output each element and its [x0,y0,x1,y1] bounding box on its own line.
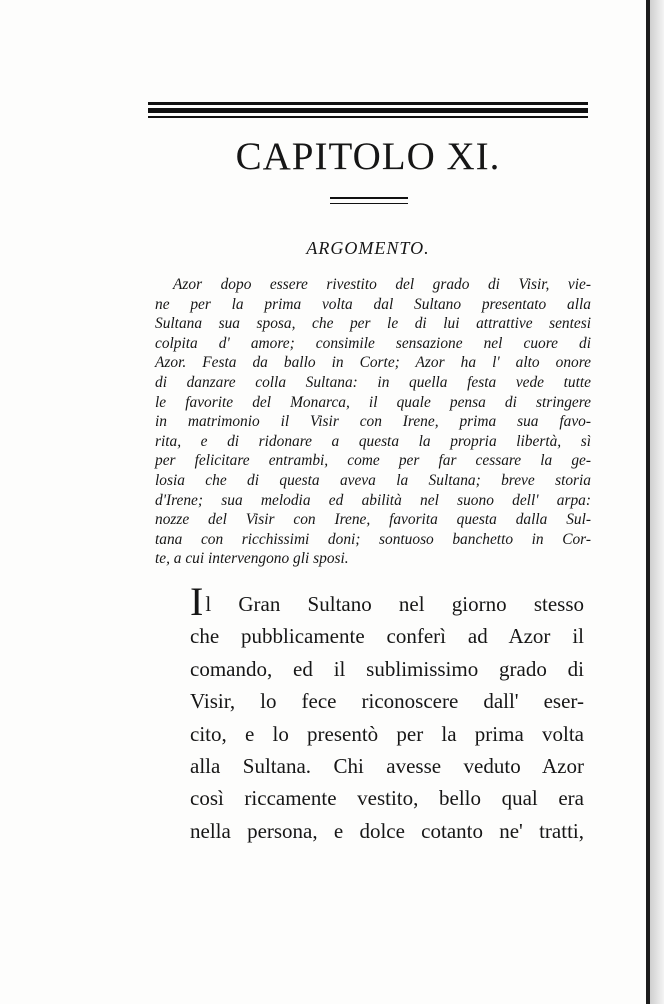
argomento-line: Sultana sua sposa, che per le di lui attrattive sentesi [155,315,591,333]
argomento-summary [155,275,591,569]
argomento-line: rita, e di ridonare a questa la propria libertà, sì [155,432,591,450]
argomento-line: di danzare colla Sultana: in quella festa vede tutte [155,373,591,391]
argomento-line: Azor dopo essere rivestito del grado di Visir, vie- [173,276,591,293]
header-rule-bottom [148,116,588,118]
argomento-line: le favorite del Monarca, il quale pensa di stringere [155,393,591,411]
drop-cap: I [190,579,204,624]
argomento-line: per felicitare entrambi, come per far cessare la ge- [155,452,591,470]
argomento-line: te, a cui intervengono gli sposi. [155,550,349,568]
chapter-title: CAPITOLO XI. [235,135,501,178]
argomento-line: ne per la prima volta dal Sultano presentato alla [155,295,591,313]
argomento-heading: ARGOMENTO. [306,238,430,258]
body-first-line-text: l Gran Sultano nel giorno stesso [205,592,584,616]
body-line: cito, e lo presentò per la prima volta [190,721,584,746]
body-line: Visir, lo fece riconoscere dall' eser- [190,689,584,714]
argomento-line: Azor. Festa da ballo in Corte; Azor ha l' alto onore [155,354,591,372]
argomento-line: d'Irene; sua melodia ed abilità nel suono dell' arpa: [155,491,591,509]
body-line: che pubblicamente conferì ad Azor il [190,624,584,649]
header-rule-top [148,102,588,105]
title-rule-lower [330,203,408,204]
argomento-line: colpita d' amore; consimile sensazione nel cuore di [155,334,591,352]
title-rule-upper [330,197,408,199]
argomento-line: nozze del Visir con Irene, favorita questa dalla Sul- [155,511,591,529]
header-rule-thick [148,108,588,113]
chapter-body-text [190,579,584,847]
body-line: comando, ed il sublimissimo grado di [190,656,584,681]
argomento-line: losia che di questa aveva la Sultana; breve storia [155,471,591,489]
body-line: nella persona, e dolce cotanto ne' tratti, [190,818,584,843]
page-binding-edge [646,0,650,1004]
page-binding-shadow [650,0,664,1004]
body-line: così riccamente vestito, bello qual era [190,786,584,811]
argomento-line: tana con ricchissimi doni; sontuoso banchetto in Cor- [155,530,591,548]
argomento-line: in matrimonio il Visir con Irene, prima sua favo- [155,413,591,431]
body-line-first [190,579,584,624]
body-line: alla Sultana. Chi avesse veduto Azor [190,753,584,778]
